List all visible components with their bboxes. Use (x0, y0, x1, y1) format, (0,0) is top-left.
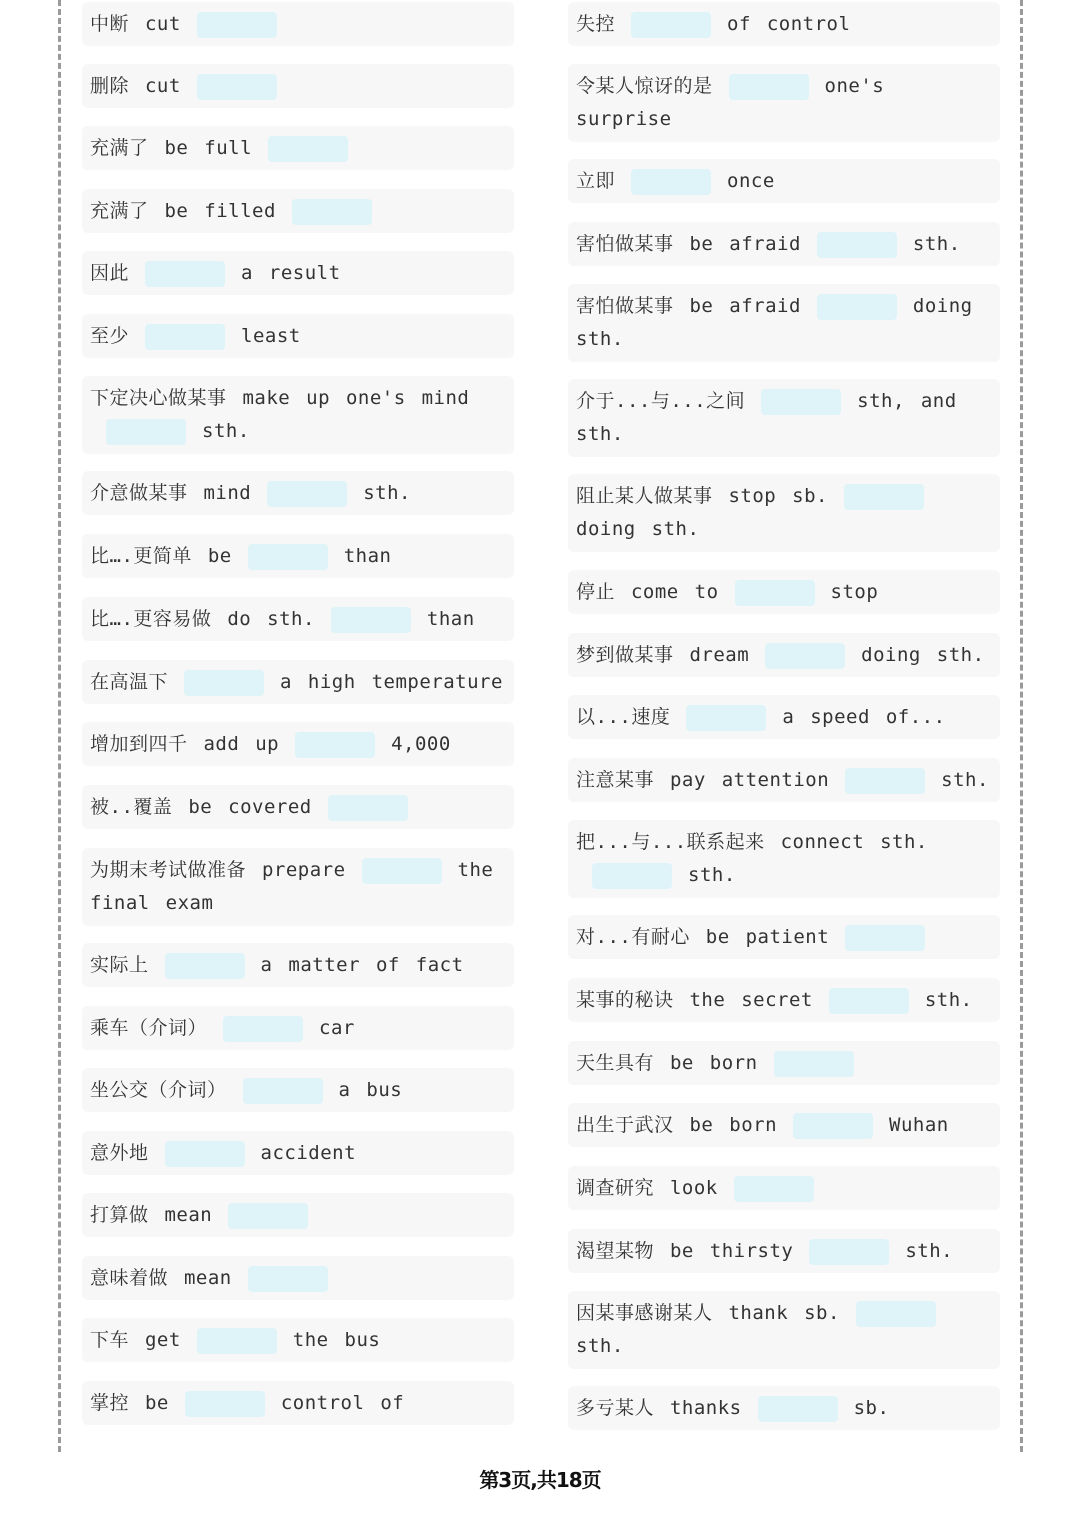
answer-blank[interactable] (145, 324, 225, 350)
left-phrase-item (82, 64, 514, 108)
left-phrase-item (82, 534, 514, 578)
phrase-prompt: 调查研究 look (576, 1177, 718, 1199)
phrase-prompt: 多亏某人 thanks (576, 1397, 742, 1419)
left-phrase-item (82, 1193, 514, 1237)
answer-blank[interactable] (184, 670, 264, 696)
phrase-prompt: 天生具有 be born (576, 1052, 758, 1074)
phrase-prompt: 害怕做某事 be afraid (576, 233, 801, 255)
left-phrase-item (82, 1068, 514, 1112)
phrase-tail: sth. (941, 769, 989, 791)
right-phrase-item (568, 284, 1000, 362)
phrase-tail: than (426, 608, 475, 630)
answer-blank[interactable] (331, 607, 411, 633)
phrase-prompt: 害怕做某事 be afraid (576, 295, 801, 317)
phrase-prompt: 失控 (576, 13, 616, 35)
phrase-tail: the final exam (90, 859, 494, 914)
phrase-tail: sth. (905, 1240, 954, 1262)
phrase-prompt: 注意某事 pay attention (576, 769, 830, 791)
left-phrase-item (82, 597, 514, 641)
answer-blank[interactable] (758, 1396, 838, 1422)
left-phrase-item (82, 660, 514, 704)
right-phrase-item (568, 474, 1000, 552)
phrase-tail: doing sth. (576, 518, 700, 540)
answer-blank[interactable] (845, 925, 925, 951)
phrase-prompt: 以...速度 (576, 706, 671, 728)
answer-blank[interactable] (686, 705, 766, 731)
phrase-prompt: 停止 come to (576, 581, 719, 603)
left-phrase-item (82, 126, 514, 170)
left-phrase-item (82, 1256, 514, 1300)
right-phrase-item (568, 1386, 1000, 1430)
right-phrase-item (568, 1103, 1000, 1147)
phrase-prompt: 出生于武汉 be born (576, 1114, 778, 1136)
answer-blank[interactable] (292, 199, 372, 225)
answer-blank[interactable] (735, 580, 815, 606)
right-phrase-item (568, 978, 1000, 1022)
left-phrase-item (82, 189, 514, 233)
answer-blank[interactable] (631, 12, 711, 38)
answer-blank[interactable] (729, 74, 809, 100)
phrase-tail: least (241, 325, 301, 347)
answer-blank[interactable] (817, 232, 897, 258)
phrase-prompt: 下车 get (90, 1329, 181, 1351)
dashed-border-right (1020, 0, 1023, 1452)
phrase-prompt: 意味着做 mean (90, 1267, 232, 1289)
phrase-tail: than (343, 545, 392, 567)
phrase-prompt: 被..覆盖 be covered (90, 796, 312, 818)
phrase-tail: of control (727, 13, 851, 35)
dashed-border-left (58, 0, 61, 1452)
phrase-tail: a bus (338, 1079, 403, 1101)
answer-blank[interactable] (165, 953, 245, 979)
phrase-tail: stop (830, 581, 879, 603)
left-phrase-item (82, 2, 514, 46)
answer-blank[interactable] (197, 74, 277, 100)
answer-blank[interactable] (185, 1391, 265, 1417)
phrase-prompt: 渴望某物 be thirsty (576, 1240, 794, 1262)
phrase-tail: once (727, 170, 775, 192)
phrase-tail: a matter of fact (260, 954, 464, 976)
right-phrase-item (568, 633, 1000, 677)
answer-blank[interactable] (268, 136, 348, 162)
phrase-prompt: 充满了 be filled (90, 200, 276, 222)
phrase-tail: a result (241, 262, 341, 284)
phrase-prompt: 比….更容易做 do sth. (90, 608, 315, 630)
answer-blank[interactable] (774, 1051, 854, 1077)
phrase-prompt: 打算做 mean (90, 1204, 213, 1226)
right-phrase-item (568, 1291, 1000, 1369)
phrase-tail: sb. (853, 1397, 890, 1419)
phrase-prompt: 介于...与...之间 (576, 390, 746, 412)
right-phrase-item (568, 2, 1000, 46)
phrase-tail: sth. (202, 420, 250, 442)
left-phrase-item (82, 251, 514, 295)
phrase-prompt: 下定决心做某事 make up one's mind (90, 387, 470, 409)
right-phrase-item (568, 379, 1000, 457)
phrase-tail: sth, and sth. (576, 390, 957, 445)
left-phrase-item (82, 1381, 514, 1425)
right-phrase-item (568, 820, 1000, 898)
right-phrase-item (568, 695, 1000, 739)
phrase-tail: the bus (292, 1329, 381, 1351)
answer-blank[interactable] (829, 988, 909, 1014)
phrase-tail: sth. (912, 233, 961, 255)
answer-blank[interactable] (734, 1176, 814, 1202)
phrase-prompt: 掌控 be (90, 1392, 169, 1414)
phrase-prompt: 删除 cut (90, 75, 181, 97)
phrase-prompt: 增加到四千 add up (90, 733, 280, 755)
answer-blank[interactable] (223, 1016, 303, 1042)
phrase-tail: a speed of... (782, 706, 946, 728)
answer-blank[interactable] (856, 1301, 936, 1327)
phrase-tail: sth. (688, 864, 736, 886)
answer-blank[interactable] (809, 1239, 889, 1265)
phrase-prompt: 实际上 (90, 954, 149, 976)
phrase-prompt: 介意做某事 mind (90, 482, 252, 504)
page-footer: 第3页,共18页 (479, 1468, 601, 1492)
left-phrase-item (82, 848, 514, 926)
phrase-prompt: 立即 (576, 170, 616, 192)
answer-blank[interactable] (793, 1113, 873, 1139)
left-phrase-item (82, 314, 514, 358)
right-phrase-item (568, 1041, 1000, 1085)
phrase-prompt: 对...有耐心 be patient (576, 926, 830, 948)
left-phrase-item (82, 471, 514, 515)
left-phrase-item (82, 1131, 514, 1175)
left-phrase-item (82, 943, 514, 987)
right-phrase-item (568, 758, 1000, 802)
phrase-prompt: 某事的秘诀 the secret (576, 989, 813, 1011)
phrase-prompt: 把...与...联系起来 connect sth. (576, 831, 928, 853)
answer-blank[interactable] (845, 768, 925, 794)
right-phrase-item (568, 570, 1000, 614)
phrase-prompt: 坐公交（介词） (90, 1079, 227, 1101)
phrase-prompt: 充满了 be full (90, 137, 253, 159)
answer-blank[interactable] (295, 732, 375, 758)
phrase-prompt: 意外地 (90, 1142, 149, 1164)
answer-blank[interactable] (165, 1141, 245, 1167)
left-phrase-item (82, 376, 514, 454)
phrase-tail: doing sth. (861, 644, 985, 666)
answer-blank[interactable] (243, 1078, 323, 1104)
phrase-tail: accident (260, 1142, 357, 1164)
phrase-prompt: 因此 (90, 262, 130, 284)
phrase-tail: Wuhan (889, 1114, 949, 1136)
phrase-tail: sth. (576, 1335, 624, 1357)
right-phrase-item (568, 64, 1000, 142)
answer-blank[interactable] (328, 795, 408, 821)
left-phrase-item (82, 785, 514, 829)
phrase-prompt: 中断 cut (90, 13, 181, 35)
left-phrase-item (82, 1318, 514, 1362)
phrase-prompt: 至少 (90, 325, 130, 347)
answer-blank[interactable] (145, 261, 225, 287)
left-phrase-item (82, 1006, 514, 1050)
phrase-tail: a high temperature (280, 671, 503, 693)
answer-blank[interactable] (631, 169, 711, 195)
answer-blank[interactable] (228, 1203, 308, 1229)
left-phrase-item (82, 722, 514, 766)
answer-blank[interactable] (248, 544, 328, 570)
answer-blank[interactable] (248, 1266, 328, 1292)
phrase-prompt: 为期末考试做准备 prepare (90, 859, 346, 881)
answer-blank[interactable] (592, 863, 672, 889)
right-phrase-item (568, 915, 1000, 959)
answer-blank[interactable] (844, 484, 924, 510)
phrase-tail: one's surprise (576, 75, 885, 130)
phrase-tail: car (319, 1017, 355, 1039)
phrase-prompt: 乘车（介词） (90, 1017, 208, 1039)
phrase-tail: sth. (363, 482, 411, 504)
right-phrase-item (568, 222, 1000, 266)
right-phrase-item (568, 1166, 1000, 1210)
phrase-tail: doing sth. (576, 295, 973, 350)
phrase-tail: control of (280, 1392, 405, 1414)
answer-blank[interactable] (765, 643, 845, 669)
answer-blank[interactable] (106, 419, 186, 445)
phrase-tail: sth. (924, 989, 973, 1011)
phrase-prompt: 在高温下 (90, 671, 169, 693)
answer-blank[interactable] (267, 481, 347, 507)
phrase-prompt: 比….更简单 be (90, 545, 232, 567)
right-phrase-item (568, 159, 1000, 203)
answer-blank[interactable] (761, 389, 841, 415)
right-phrase-item (568, 1229, 1000, 1273)
phrase-prompt: 阻止某人做某事 stop sb. (576, 485, 828, 507)
phrase-prompt: 梦到做某事 dream (576, 644, 750, 666)
answer-blank[interactable] (817, 294, 897, 320)
phrase-tail: 4,000 (391, 733, 451, 755)
answer-blank[interactable] (362, 858, 442, 884)
phrase-prompt: 令某人惊讶的是 (576, 75, 713, 97)
answer-blank[interactable] (197, 1328, 277, 1354)
answer-blank[interactable] (197, 12, 277, 38)
phrase-prompt: 因某事感谢某人 thank sb. (576, 1302, 840, 1324)
